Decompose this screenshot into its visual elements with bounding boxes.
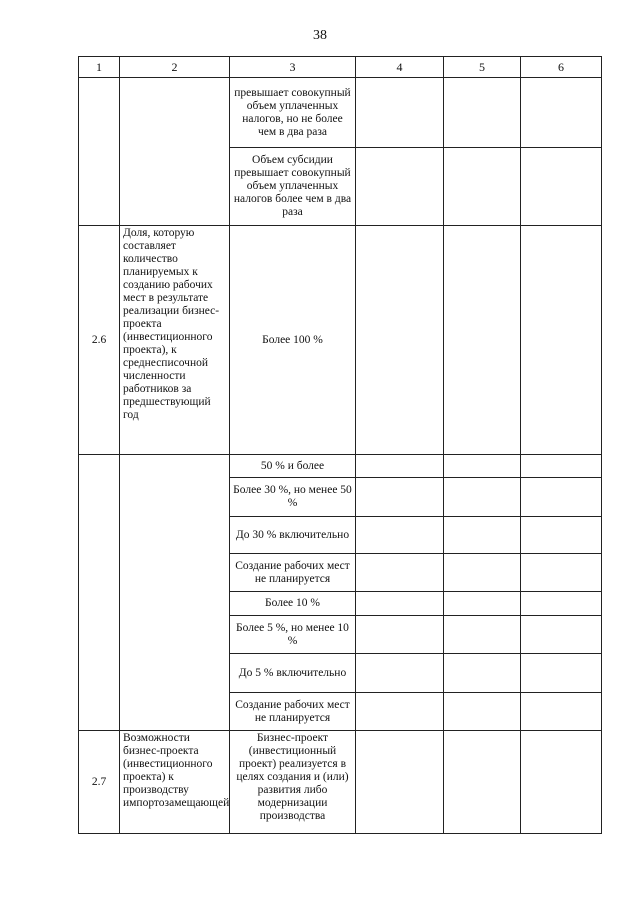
- criterion-cell: Более 5 %, но менее 10 %: [230, 616, 356, 654]
- empty-cell: [444, 455, 521, 478]
- empty-cell: [444, 554, 521, 592]
- empty-cell: [356, 478, 444, 517]
- empty-cell: [444, 592, 521, 616]
- empty-cell: [521, 226, 602, 455]
- empty-cell: [521, 455, 602, 478]
- empty-cell: [356, 693, 444, 731]
- criterion-cell: Более 10 %: [230, 592, 356, 616]
- empty-cell: [444, 478, 521, 517]
- empty-cell: [521, 517, 602, 554]
- page-number: 38: [313, 28, 327, 43]
- empty-cell: [356, 616, 444, 654]
- empty-cell: [521, 148, 602, 226]
- empty-cell: [521, 731, 602, 834]
- empty-cell: [444, 148, 521, 226]
- column-header: 1: [79, 57, 120, 78]
- empty-cell: [521, 478, 602, 517]
- indicator-cell: [120, 455, 230, 731]
- column-header: 2: [120, 57, 230, 78]
- criterion-cell: Объем субсидии превышает совокупный объем уплаченных налогов более чем в два раза: [230, 148, 356, 226]
- empty-cell: [521, 554, 602, 592]
- table-row: [79, 226, 602, 455]
- empty-cell: [356, 455, 444, 478]
- row-number-cell: [79, 78, 120, 226]
- table-row: [79, 455, 602, 478]
- criterion-cell: Более 30 %, но менее 50 %: [230, 478, 356, 517]
- empty-cell: [356, 226, 444, 455]
- criterion-cell: Создание рабочих мест не планируется: [230, 693, 356, 731]
- criterion-cell: Более 100 %: [230, 226, 356, 455]
- indicator-cell: [120, 78, 230, 226]
- empty-cell: [444, 616, 521, 654]
- empty-cell: [521, 654, 602, 693]
- empty-cell: [444, 693, 521, 731]
- empty-cell: [356, 78, 444, 148]
- empty-cell: [356, 592, 444, 616]
- empty-cell: [521, 616, 602, 654]
- empty-cell: [444, 654, 521, 693]
- row-number-cell: 2.7: [79, 731, 120, 834]
- column-header: 4: [356, 57, 444, 78]
- column-header: 6: [521, 57, 602, 78]
- criterion-cell: превышает совокупный объем уплаченных налогов, но не более чем в два раза: [230, 78, 356, 148]
- criterion-cell: Бизнес-проект (инвестиционный проект) реализуется в целях создания и (или) развития либо модернизации производства: [230, 731, 356, 834]
- empty-cell: [356, 731, 444, 834]
- criterion-cell: До 5 % включительно: [230, 654, 356, 693]
- indicator-cell: Доля, которую составляет количество планируемых к созданию рабочих мест в результате реализации бизнес-проекта (инвестиционного проекта), к среднесписочной численности работников за предшествующий год: [120, 226, 230, 455]
- table-header-row: [79, 57, 602, 78]
- criteria-table: [78, 56, 602, 834]
- criterion-cell: Создание рабочих мест не планируется: [230, 554, 356, 592]
- column-header: 5: [444, 57, 521, 78]
- empty-cell: [356, 148, 444, 226]
- empty-cell: [444, 78, 521, 148]
- empty-cell: [356, 517, 444, 554]
- empty-cell: [444, 226, 521, 455]
- empty-cell: [444, 731, 521, 834]
- empty-cell: [444, 517, 521, 554]
- table-row: [79, 731, 602, 834]
- empty-cell: [521, 592, 602, 616]
- table-row: [79, 78, 602, 148]
- row-number-cell: 2.6: [79, 226, 120, 455]
- indicator-cell: Возможности бизнес-проекта (инвестиционного проекта) к производству импортозамещающей: [120, 731, 230, 834]
- row-number-cell: [79, 455, 120, 731]
- criterion-cell: 50 % и более: [230, 455, 356, 478]
- column-header: 3: [230, 57, 356, 78]
- empty-cell: [521, 78, 602, 148]
- empty-cell: [356, 554, 444, 592]
- empty-cell: [521, 693, 602, 731]
- criterion-cell: До 30 % включительно: [230, 517, 356, 554]
- empty-cell: [356, 654, 444, 693]
